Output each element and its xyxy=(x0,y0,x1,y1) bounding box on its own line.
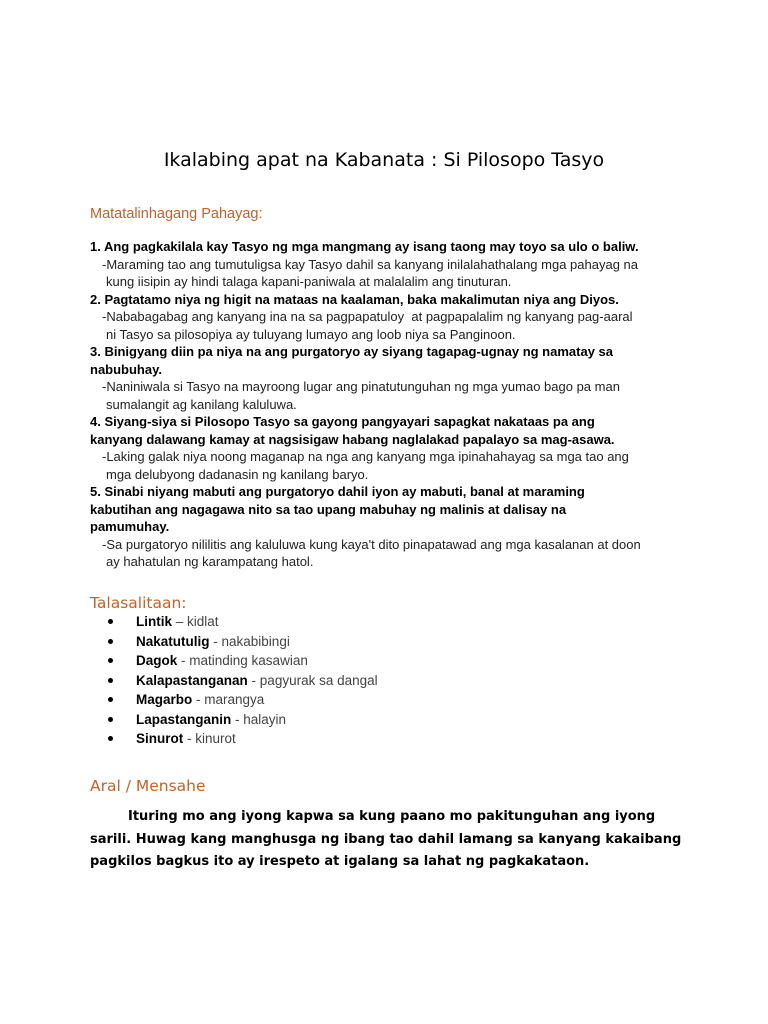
vocabulary-separator: - xyxy=(177,653,190,668)
statement-explanation-line: kung iisipin ay hindi talaga kapani-paniwala at malalalim ang tinuturan. xyxy=(106,274,512,289)
statements-list xyxy=(90,238,690,571)
statement-title-line: nabubuhay. xyxy=(90,361,162,377)
statement-title-line: 4. Siyang-siya si Pilosopo Tasyo sa gayong pangyayari sapagkat nakataas pa ang xyxy=(90,414,595,429)
statement-title-line: 2. Pagtatamo niya ng higit na mataas na kaalaman, baka makalimutan niya ang Diyos. xyxy=(90,291,619,307)
vocabulary-item xyxy=(108,632,378,652)
bullet-icon xyxy=(108,736,113,741)
statements-heading: Matatalinhagang Pahayag: xyxy=(90,206,263,222)
vocabulary-separator: - xyxy=(183,731,196,746)
bullet-icon xyxy=(108,678,113,683)
vocabulary-separator: - xyxy=(209,633,222,649)
vocabulary-term: Kalapastanganan xyxy=(136,672,248,688)
vocabulary-definition: marangya xyxy=(204,692,265,707)
vocabulary-definition: kinurot xyxy=(195,731,236,746)
vocabulary-definition: matinding kasawian xyxy=(189,653,308,668)
vocabulary-term: Nakatutulig xyxy=(136,633,210,649)
vocabulary-definition: kidlat xyxy=(187,614,219,629)
statement-item xyxy=(90,483,690,571)
vocabulary-separator: - xyxy=(231,711,244,727)
statement-item xyxy=(90,413,690,483)
statement-item xyxy=(90,238,690,291)
vocabulary-item xyxy=(108,612,378,632)
bullet-icon xyxy=(108,619,113,624)
vocabulary-heading: Talasalitaan: xyxy=(90,594,187,612)
statement-item xyxy=(90,343,690,413)
vocabulary-item xyxy=(108,671,378,691)
vocabulary-definition: halayin xyxy=(243,711,287,727)
vocabulary-item xyxy=(108,690,378,710)
bullet-icon xyxy=(108,717,113,722)
vocabulary-term: Lapastanganin xyxy=(136,711,232,727)
lesson-heading: Aral / Mensahe xyxy=(90,777,206,795)
vocabulary-term: Dagok xyxy=(136,653,178,668)
statement-title-line: 1. Ang pagkakilala kay Tasyo ng mga mangmang ay isang taong may toyo sa ulo o baliw. xyxy=(90,239,639,254)
statement-title-line: pamumuhay. xyxy=(90,519,170,534)
vocabulary-term: Sinurot xyxy=(136,731,184,746)
vocabulary-item xyxy=(108,710,378,730)
vocabulary-separator: – xyxy=(172,614,188,629)
vocabulary-separator: - xyxy=(247,672,260,688)
statement-explanation-line: sumalangit ag kanilang kaluluwa. xyxy=(106,396,297,412)
document-title: Ikalabing apat na Kabanata : Si Pilosopo Tasyo xyxy=(163,149,605,171)
vocabulary-definition: pagyurak sa dangal xyxy=(259,672,378,688)
statement-title-line: 3. Binigyang diin pa niya na ang purgatoryo ay siyang tagapag-ugnay ng namatay sa xyxy=(90,344,614,359)
statement-item xyxy=(90,291,690,344)
statement-explanation-line: mga delubyong dadanasin ng kanilang baryo. xyxy=(106,466,369,482)
statement-title-line: kabutihan ang nagagawa nito sa tao upang mabuhay ng malinis at dalisay na xyxy=(90,501,567,517)
statement-explanation-line: -Nababagabag ang kanyang ina na sa pagpapatuloy at pagpapalalim ng kanyang pag-aaral xyxy=(102,309,633,324)
statement-explanation-line: -Naniniwala si Tasyo na mayroong lugar ang pinatutunguhan ng mga yumao bago pa man xyxy=(102,379,620,394)
vocabulary-list xyxy=(108,612,378,749)
vocabulary-item xyxy=(108,729,378,749)
statement-explanation-line: ni Tasyo sa pilosopiya ay tuluyang lumayo ang loob niya sa Panginoon. xyxy=(106,326,516,342)
vocabulary-definition: nakabibingi xyxy=(221,633,290,649)
vocabulary-item xyxy=(108,651,378,671)
statement-title-line: 5. Sinabi niyang mabuti ang purgatoryo dahil iyon ay mabuti, banal at maraming xyxy=(90,484,585,499)
bullet-icon xyxy=(108,639,113,644)
lesson-paragraph: Ituring mo ang iyong kapwa sa kung paano mo pakitunguhan ang iyong sarili. Huwag kang manghusga ng ibang tao dahil lamang sa kanyang kakaibang pagkilos bagkus ito ay irespeto at igalang sa lahat ng pagkakataon. xyxy=(90,809,682,869)
bullet-icon xyxy=(108,658,113,663)
vocabulary-separator: - xyxy=(192,692,205,707)
bullet-icon xyxy=(108,697,113,702)
statement-explanation-line: -Maraming tao ang tumutuligsa kay Tasyo dahil sa kanyang inilalahathalang mga pahayag na xyxy=(102,256,638,272)
statement-explanation-line: ay hahatulan ng karampatang hatol. xyxy=(106,554,314,569)
statement-explanation-line: -Laking galak niya noong maganap na nga ang kanyang mga ipinahahayag sa mga tao ang xyxy=(102,449,629,464)
vocabulary-term: Lintik xyxy=(136,614,172,629)
statement-explanation-line: -Sa purgatoryo nililitis ang kaluluwa kung kaya't dito pinapatawad ang mga kasalanan at doon xyxy=(102,536,641,552)
vocabulary-term: Magarbo xyxy=(136,692,193,707)
statement-title-line: kanyang dalawang kamay at nagsisigaw habang naglalakad papalayo sa mag-asawa. xyxy=(90,431,615,447)
